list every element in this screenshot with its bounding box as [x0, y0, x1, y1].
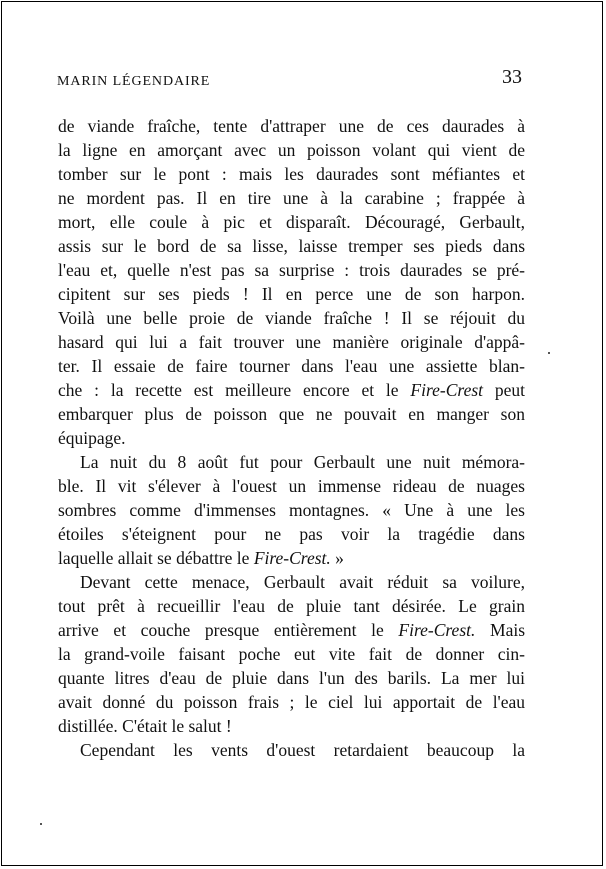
scan-speck: [548, 352, 550, 354]
text-line: [58, 618, 525, 642]
text-line: [58, 546, 344, 570]
text-line: embarquer plus de poisson que ne pouvait en manger son: [58, 404, 525, 424]
text-line: ter. Il essaie de faire tourner dans l'eau une assiette blan-: [58, 356, 525, 376]
text-line: avait donné du poisson frais ; le ciel lui apportait de l'eau: [58, 692, 525, 712]
text-segment: Mais: [475, 620, 526, 640]
text-segment: arrive et couche presque entièrement le: [58, 620, 399, 640]
text-line: Voilà une belle proie de viande fraîche ! Il se réjouit du: [58, 308, 525, 328]
text-line: [58, 378, 525, 402]
ship-name-italic: Fire-Crest: [410, 380, 484, 400]
text-segment: »: [330, 548, 344, 568]
text-line: ne mordent pas. Il en tire une à la carabine ; frappée à: [58, 188, 525, 208]
page-number: 33: [502, 66, 522, 88]
text-line: distillée. C'était le salut !: [58, 716, 232, 736]
text-line: quante litres d'eau de pluie dans l'un des barils. La mer lui: [58, 668, 525, 688]
text-line: étoiles s'éteignent pour ne pas voir la tragédie dans: [58, 524, 525, 544]
text-line: Cependant les vents d'ouest retardaient beaucoup la: [80, 740, 525, 760]
text-line: sombres comme d'immenses montagnes. « Une à une les: [58, 500, 525, 520]
ship-name-italic: Fire-Crest.: [253, 548, 331, 568]
text-segment: peut: [483, 380, 525, 400]
text-line: l'eau et, quelle n'est pas sa surprise : trois daurades se pré-: [58, 260, 525, 280]
scan-speck: [40, 823, 42, 825]
text-line: hasard qui lui a fait trouver une manière originale d'appâ-: [58, 332, 525, 352]
text-line: cipitent sur ses pieds ! Il en perce une de son harpon.: [58, 284, 525, 304]
running-head: MARIN LÉGENDAIRE: [57, 74, 211, 89]
text-line: tomber sur le pont : mais les daurades sont méfiantes et: [58, 164, 525, 184]
text-segment: laquelle allait se débattre le: [58, 548, 254, 568]
text-segment: che : la recette est meilleure encore et le: [58, 380, 411, 400]
text-line: équipage.: [58, 428, 126, 448]
text-line: Devant cette menace, Gerbault avait réduit sa voilure,: [80, 572, 525, 592]
ship-name-italic: Fire-Crest.: [398, 620, 476, 640]
text-line: assis sur le bord de sa lisse, laisse tremper ses pieds dans: [58, 236, 525, 256]
text-line: La nuit du 8 août fut pour Gerbault une nuit mémora-: [80, 452, 525, 472]
text-line: mort, elle coule à pic et disparaît. Découragé, Gerbault,: [58, 212, 525, 232]
text-line: la ligne en amorçant avec un poisson volant qui vient de: [58, 140, 525, 160]
text-line: tout prêt à recueillir l'eau de pluie tant désirée. Le grain: [58, 596, 525, 616]
text-line: de viande fraîche, tente d'attraper une de ces daurades à: [58, 116, 525, 136]
text-line: ble. Il vit s'élever à l'ouest un immense rideau de nuages: [58, 476, 525, 496]
text-line: la grand-voile faisant poche eut vite fait de donner cin-: [58, 644, 525, 664]
